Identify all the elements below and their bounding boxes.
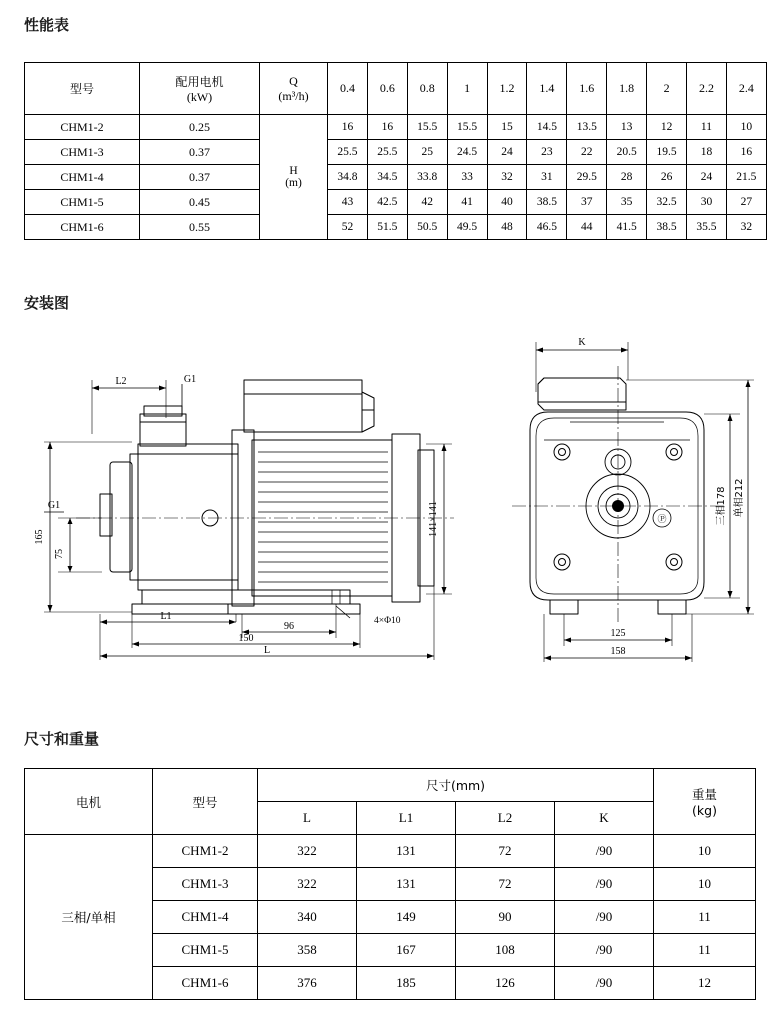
motor-type-cell: 三相/单相 [25, 835, 153, 1000]
head-value: 31 [527, 165, 567, 190]
head-value: 25.5 [367, 140, 407, 165]
head-value: 42.5 [367, 190, 407, 215]
row-k: /90 [555, 901, 654, 934]
svg-text:三相178: 三相178 [716, 486, 727, 526]
svg-text:L2: L2 [115, 376, 127, 387]
head-value: 27 [726, 190, 766, 215]
row-l1: 149 [357, 901, 456, 934]
row-model: CHM1-4 [25, 165, 140, 190]
header-l1: L1 [357, 802, 456, 835]
head-value: 14.5 [527, 115, 567, 140]
head-value: 16 [726, 140, 766, 165]
head-value: 46.5 [527, 215, 567, 240]
header-flow-line2: (m³/h) [278, 88, 309, 103]
head-value: 33 [447, 165, 487, 190]
header-head-unit [260, 115, 328, 240]
flow-value-10: 2.4 [726, 63, 766, 115]
row-model: CHM1-6 [25, 215, 140, 240]
head-value: 24 [687, 165, 727, 190]
head-value: 51.5 [367, 215, 407, 240]
row-l: 322 [258, 835, 357, 868]
head-value: 25 [407, 140, 447, 165]
head-value: 42 [407, 190, 447, 215]
svg-text:G1: G1 [183, 374, 197, 385]
head-value: 16 [328, 115, 368, 140]
flow-value-2: 0.8 [407, 63, 447, 115]
svg-text:165: 165 [34, 529, 45, 545]
head-value: 15.5 [407, 115, 447, 140]
head-value: 41 [447, 190, 487, 215]
svg-text:141×141: 141×141 [428, 501, 439, 537]
row-weight: 11 [654, 934, 756, 967]
header-weight-line2: (kg) [692, 803, 717, 818]
row-l1: 131 [357, 868, 456, 901]
head-value: 21.5 [726, 165, 766, 190]
svg-text:96: 96 [284, 621, 294, 632]
head-value: 40 [487, 190, 527, 215]
svg-text:158: 158 [610, 646, 626, 657]
svg-text:125: 125 [610, 628, 626, 639]
head-value: 13.5 [567, 115, 607, 140]
row-model: CHM1-3 [25, 140, 140, 165]
table-row [25, 835, 756, 868]
svg-text:4×Φ10: 4×Φ10 [374, 616, 401, 626]
flow-value-0: 0.4 [328, 63, 368, 115]
dimensions-section-title: 尺寸和重量 [24, 730, 100, 748]
row-l1: 167 [357, 934, 456, 967]
header-k: K [555, 802, 654, 835]
row-l: 358 [258, 934, 357, 967]
header-motor-line2: (kW) [186, 89, 213, 104]
head-value: 32 [487, 165, 527, 190]
row-weight: 11 [654, 901, 756, 934]
head-value: 16 [367, 115, 407, 140]
head-value: 50.5 [407, 215, 447, 240]
row-kw: 0.37 [140, 165, 260, 190]
performance-table [24, 62, 767, 240]
head-value: 10 [726, 115, 766, 140]
header-head-line1: H [289, 165, 298, 177]
head-value: 35.5 [687, 215, 727, 240]
header-head-line2: (m) [285, 177, 302, 189]
head-value: 43 [328, 190, 368, 215]
svg-text:G1: G1 [47, 500, 61, 511]
row-weight: 12 [654, 967, 756, 1000]
head-value: 29.5 [567, 165, 607, 190]
header-motor [140, 63, 260, 115]
head-value: 24.5 [447, 140, 487, 165]
row-model: CHM1-2 [153, 835, 258, 868]
svg-text:150: 150 [238, 633, 254, 644]
dimensions-table [24, 768, 756, 1000]
header-size-group: 尺寸(mm) [258, 769, 654, 802]
head-value: 11 [687, 115, 727, 140]
head-value: 34.5 [367, 165, 407, 190]
header-flow-line1: Q [289, 73, 298, 88]
flow-value-3: 1 [447, 63, 487, 115]
row-l: 376 [258, 967, 357, 1000]
head-value: 22 [567, 140, 607, 165]
table-row [25, 140, 767, 165]
table-header-row [25, 63, 767, 115]
head-value: 12 [647, 115, 687, 140]
row-weight: 10 [654, 868, 756, 901]
head-value: 32.5 [647, 190, 687, 215]
svg-text:L1: L1 [160, 611, 172, 622]
row-model: CHM1-2 [25, 115, 140, 140]
head-value: 41.5 [607, 215, 647, 240]
flow-value-5: 1.4 [527, 63, 567, 115]
row-k: /90 [555, 967, 654, 1000]
head-value: 13 [607, 115, 647, 140]
flow-value-6: 1.6 [567, 63, 607, 115]
flow-value-8: 2 [647, 63, 687, 115]
header-flow [260, 63, 328, 115]
head-value: 37 [567, 190, 607, 215]
head-value: 18 [687, 140, 727, 165]
row-kw: 0.55 [140, 215, 260, 240]
table-row [25, 165, 767, 190]
svg-text:单相212: 单相212 [734, 478, 745, 518]
header-l: L [258, 802, 357, 835]
row-model: CHM1-5 [25, 190, 140, 215]
header-weight [654, 769, 756, 835]
head-value: 15.5 [447, 115, 487, 140]
row-l2: 72 [456, 835, 555, 868]
row-k: /90 [555, 934, 654, 967]
row-k: /90 [555, 835, 654, 868]
head-value: 49.5 [447, 215, 487, 240]
table-header-row [25, 769, 756, 802]
header-l2: L2 [456, 802, 555, 835]
table-row [25, 190, 767, 215]
head-value: 52 [328, 215, 368, 240]
row-model: CHM1-4 [153, 901, 258, 934]
performance-section-title: 性能表 [24, 16, 70, 34]
table-row [25, 115, 767, 140]
svg-text:K: K [578, 337, 586, 348]
svg-text:L: L [263, 645, 271, 656]
row-kw: 0.37 [140, 140, 260, 165]
head-value: 15 [487, 115, 527, 140]
head-value: 23 [527, 140, 567, 165]
header-weight-line1: 重量 [691, 787, 717, 802]
row-l2: 126 [456, 967, 555, 1000]
row-l2: 108 [456, 934, 555, 967]
row-kw: 0.45 [140, 190, 260, 215]
row-l: 340 [258, 901, 357, 934]
row-model: CHM1-3 [153, 868, 258, 901]
row-l: 322 [258, 868, 357, 901]
header-model: 型号 [153, 769, 258, 835]
installation-drawing [14, 322, 766, 682]
head-value: 26 [647, 165, 687, 190]
row-kw: 0.25 [140, 115, 260, 140]
row-l2: 72 [456, 868, 555, 901]
flow-value-7: 1.8 [607, 63, 647, 115]
head-value: 28 [607, 165, 647, 190]
header-motor-line1: 配用电机 [175, 74, 224, 89]
row-model: CHM1-5 [153, 934, 258, 967]
head-value: 35 [607, 190, 647, 215]
head-value: 44 [567, 215, 607, 240]
head-value: 33.8 [407, 165, 447, 190]
header-motor: 电机 [25, 769, 153, 835]
flow-value-1: 0.6 [367, 63, 407, 115]
header-model: 型号 [25, 63, 140, 115]
flow-value-4: 1.2 [487, 63, 527, 115]
row-weight: 10 [654, 835, 756, 868]
head-value: 38.5 [647, 215, 687, 240]
head-value: 19.5 [647, 140, 687, 165]
row-l1: 131 [357, 835, 456, 868]
head-value: 25.5 [328, 140, 368, 165]
row-model: CHM1-6 [153, 967, 258, 1000]
row-l1: 185 [357, 967, 456, 1000]
svg-text:Ⓟ: Ⓟ [657, 514, 667, 524]
head-value: 48 [487, 215, 527, 240]
head-value: 32 [726, 215, 766, 240]
head-value: 34.8 [328, 165, 368, 190]
row-l2: 90 [456, 901, 555, 934]
flow-value-9: 2.2 [687, 63, 727, 115]
svg-text:75: 75 [54, 549, 65, 559]
head-value: 38.5 [527, 190, 567, 215]
head-value: 30 [687, 190, 727, 215]
head-value: 24 [487, 140, 527, 165]
row-k: /90 [555, 868, 654, 901]
installation-section-title: 安装图 [24, 294, 70, 312]
table-row [25, 215, 767, 240]
head-value: 20.5 [607, 140, 647, 165]
